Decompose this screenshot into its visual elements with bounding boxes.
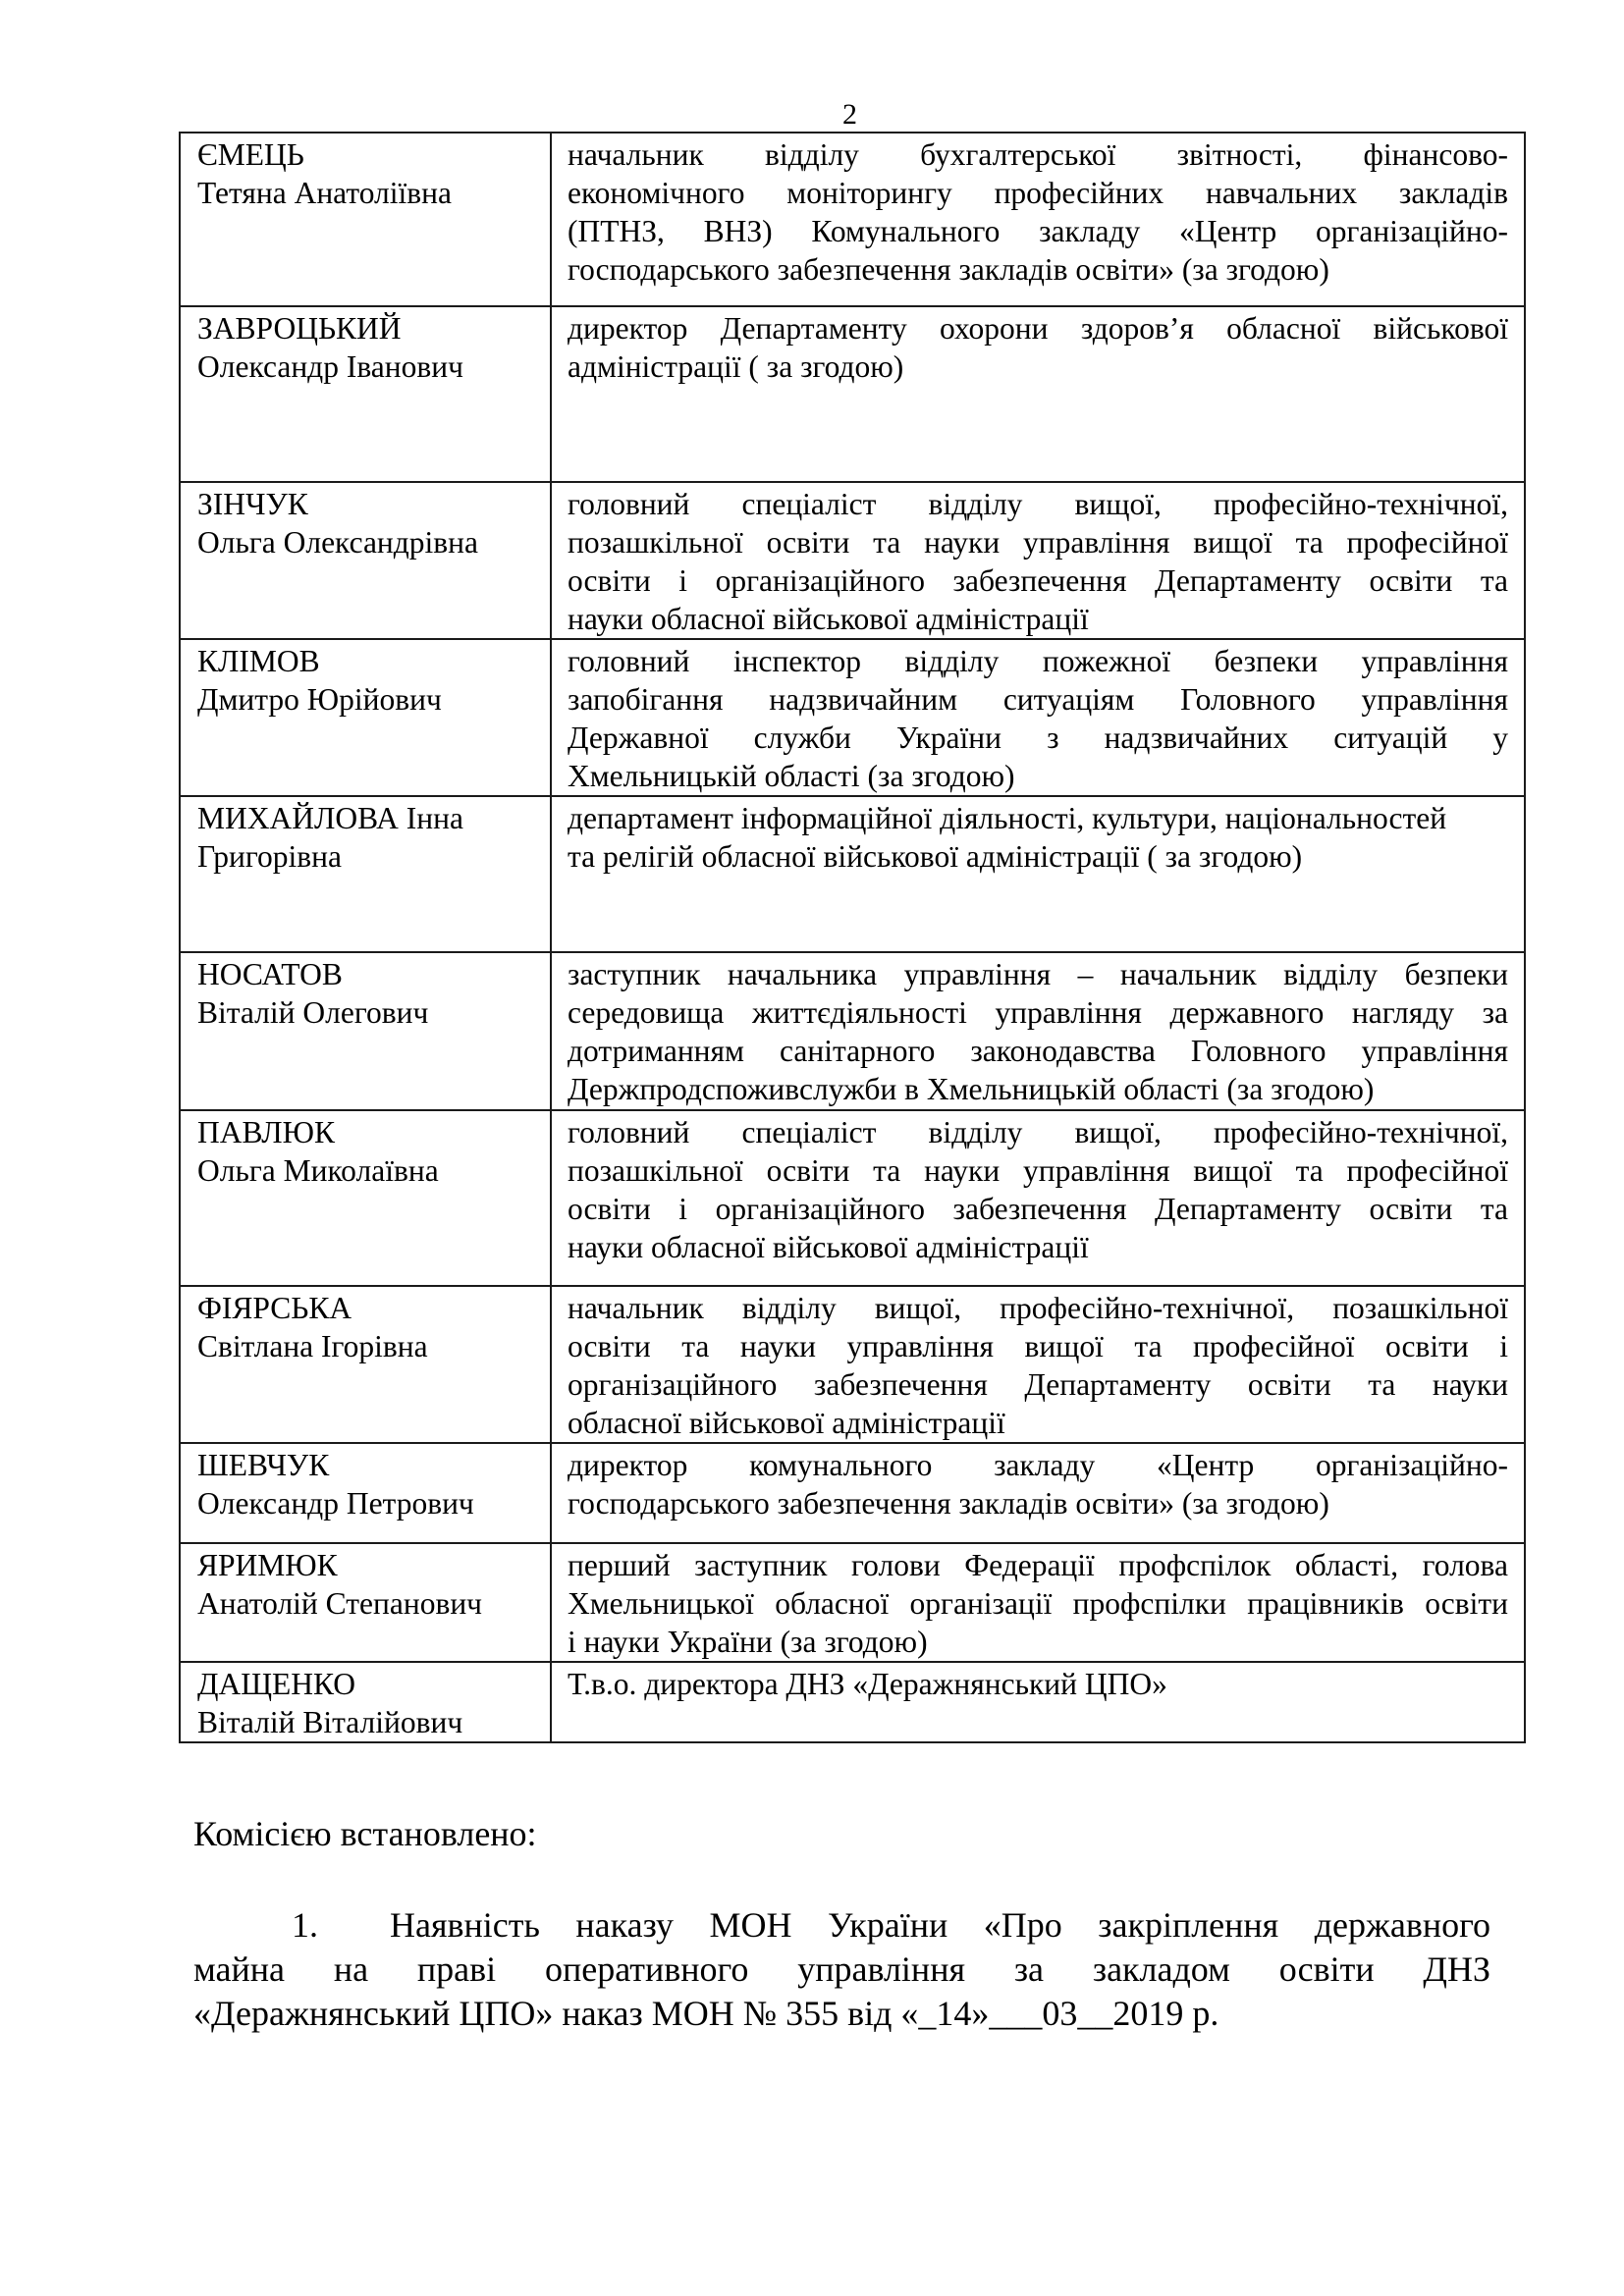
finding-line: «Деражнянський ЦПО» наказ МОН № 355 від «_14»___03__2019 р. — [193, 1994, 1219, 2033]
member-position-line: (ПТНЗ, ВНЗ) Комунального закладу «Центр організаційно- — [568, 214, 1508, 248]
member-given-names: Тетяна Анатоліївна — [197, 176, 452, 210]
table-row — [180, 1543, 1525, 1662]
table-row — [180, 306, 1525, 482]
finding-first-line — [193, 1903, 1490, 1948]
member-given-names: Віталій Віталійович — [197, 1705, 463, 1739]
member-surname: НОСАТОВ — [197, 957, 343, 991]
member-position-line: головний спеціаліст відділу вищої, професійно-технічної, — [568, 1115, 1508, 1149]
member-position-line: господарського забезпечення закладів освіти» (за згодою) — [568, 252, 1329, 287]
member-position-line: позашкільної освіти та науки управління вищої та професійної — [568, 1153, 1508, 1188]
member-surname: ЗАВРОЦЬКИЙ — [197, 311, 402, 346]
member-given-names: Ольга Миколаївна — [197, 1153, 439, 1188]
member-position-line: організаційного забезпечення Департаменту освіти та науки — [568, 1367, 1508, 1402]
table-row — [180, 1110, 1525, 1286]
member-surname: МИХАЙЛОВА Інна — [197, 801, 463, 835]
member-position-line: освіти та науки управління вищої та професійної освіти і — [568, 1329, 1508, 1363]
finding-item — [193, 1903, 1490, 2036]
member-position-line: Хмельницькій області (за згодою) — [568, 759, 1015, 793]
member-position-line: Держпродспоживслужби в Хмельницькій області (за згодою) — [568, 1072, 1375, 1106]
member-name-cell — [180, 1662, 551, 1742]
table-row — [180, 639, 1525, 796]
member-position-line: і науки України (за згодою) — [568, 1625, 928, 1659]
table-row — [180, 482, 1525, 639]
member-position-line: головний інспектор відділу пожежної безпеки управління — [568, 644, 1508, 678]
member-name-cell — [180, 1443, 551, 1543]
member-position-cell — [551, 639, 1525, 796]
table-row — [180, 952, 1525, 1110]
member-position-line: адміністрації ( за згодою) — [568, 349, 904, 384]
member-given-names: Олександр Іванович — [197, 349, 463, 384]
member-surname: ЯРИМЮК — [197, 1548, 338, 1582]
member-surname: ДАЩЕНКО — [197, 1667, 355, 1701]
member-position-line: заступник начальника управління – начальник відділу безпеки — [568, 957, 1508, 991]
member-name-cell — [180, 952, 551, 1110]
table-body — [180, 133, 1525, 1742]
member-name-cell — [180, 1286, 551, 1443]
member-position-line: господарського забезпечення закладів освіти» (за згодою) — [568, 1486, 1329, 1521]
member-position-line: освіти і організаційного забезпечення Департаменту освіти та — [568, 1192, 1508, 1226]
member-position-cell — [551, 1110, 1525, 1286]
member-given-names: Світлана Ігорівна — [197, 1329, 428, 1363]
member-surname: КЛІМОВ — [197, 644, 320, 678]
member-position-cell — [551, 1443, 1525, 1543]
table-row — [180, 133, 1525, 306]
member-position-line: дотриманням санітарного законодавства Головного управління — [568, 1034, 1508, 1068]
table-row — [180, 1662, 1525, 1742]
member-position-cell — [551, 1286, 1525, 1443]
findings-heading: Комісією встановлено: — [193, 1814, 537, 1853]
member-given-names: Ольга Олександрівна — [197, 525, 479, 560]
member-position-line: начальник відділу вищої, професійно-технічної, позашкільної — [568, 1291, 1508, 1325]
member-position-line: перший заступник голови Федерації профспілок області, голова — [568, 1548, 1508, 1582]
member-position-line: науки обласної військової адміністрації — [568, 1230, 1089, 1264]
member-position-line: освіти і організаційного забезпечення Департаменту освіти та — [568, 563, 1508, 598]
member-name-cell — [180, 639, 551, 796]
member-surname: ШЕВЧУК — [197, 1448, 330, 1482]
member-surname: ПАВЛЮК — [197, 1115, 336, 1149]
member-surname: ФІЯРСЬКА — [197, 1291, 352, 1325]
member-position-line: науки обласної військової адміністрації — [568, 602, 1089, 636]
finding-number: 1. — [292, 1905, 318, 1945]
member-position-line: директор Департаменту охорони здоров’я обласної військової — [568, 311, 1508, 346]
member-position-line: директор комунального закладу «Центр організаційно- — [568, 1448, 1508, 1482]
member-position-line: департамент інформаційної діяльності, культури, національностей — [568, 801, 1447, 835]
member-position-cell — [551, 1662, 1525, 1742]
member-name-cell — [180, 1110, 551, 1286]
member-position-line: начальник відділу бухгалтерської звітності, фінансово- — [568, 137, 1508, 172]
member-position-line: позашкільної освіти та науки управління вищої та професійної — [568, 525, 1508, 560]
member-given-names: Анатолій Степанович — [197, 1586, 483, 1621]
member-position-line: середовища життєдіяльності управління державного нагляду за — [568, 995, 1508, 1030]
member-name-cell — [180, 306, 551, 482]
member-position-cell — [551, 306, 1525, 482]
member-name-cell — [180, 133, 551, 306]
member-position-line: Державної служби України з надзвичайних ситуацій у — [568, 721, 1508, 755]
member-position-line: Т.в.о. директора ДНЗ «Деражнянський ЦПО» — [568, 1667, 1167, 1701]
member-position-line: економічного моніторингу професійних навчальних закладів — [568, 176, 1508, 210]
finding-first-line-text: Наявність наказу МОН України «Про закріплення державного — [390, 1905, 1490, 1945]
member-position-cell — [551, 1543, 1525, 1662]
commission-members-table — [179, 132, 1526, 1743]
member-position-cell — [551, 133, 1525, 306]
page-number: 2 — [842, 98, 857, 131]
member-name-cell — [180, 1543, 551, 1662]
member-position-line: запобігання надзвичайним ситуаціям Головного управління — [568, 682, 1508, 717]
member-name-cell — [180, 796, 551, 952]
member-position-cell — [551, 952, 1525, 1110]
member-given-names: Григорівна — [197, 839, 342, 874]
member-position-cell — [551, 796, 1525, 952]
member-position-cell — [551, 482, 1525, 639]
member-position-line: Хмельницької обласної організації профспілки працівників освіти — [568, 1586, 1508, 1621]
table-row — [180, 796, 1525, 952]
member-given-names: Олександр Петрович — [197, 1486, 474, 1521]
member-position-line: головний спеціаліст відділу вищої, професійно-технічної, — [568, 487, 1508, 521]
member-given-names: Віталій Олегович — [197, 995, 429, 1030]
finding-line: майна на праві оперативного управління за закладом освіти ДНЗ — [193, 1949, 1490, 1989]
member-position-line: та релігій обласної військової адміністрації ( за згодою) — [568, 839, 1303, 874]
member-surname: ЗІНЧУК — [197, 487, 308, 521]
table-row — [180, 1443, 1525, 1543]
member-name-cell — [180, 482, 551, 639]
table-row — [180, 1286, 1525, 1443]
member-given-names: Дмитро Юрійович — [197, 682, 442, 717]
member-position-line: обласної військової адміністрації — [568, 1406, 1005, 1440]
member-surname: ЄМЕЦЬ — [197, 137, 304, 172]
